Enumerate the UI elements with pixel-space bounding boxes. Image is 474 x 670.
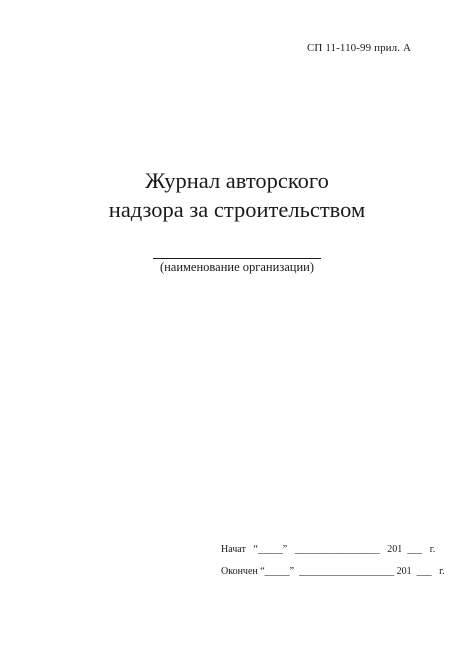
organization-name-line	[153, 258, 321, 259]
organization-caption: (наименование организации)	[159, 260, 315, 274]
start-date-line: Начат “_____” _________________ 201 ___ г.	[221, 544, 436, 555]
journal-title-line1: Журнал авторского	[145, 168, 329, 193]
journal-title	[0, 166, 474, 224]
journal-title-line2: надзора за строительством	[108, 197, 366, 222]
document-code: СП 11-110-99 прил. А	[307, 42, 411, 54]
end-date-line: Окончен “_____” ___________________ 201 ___ г.	[221, 566, 445, 577]
